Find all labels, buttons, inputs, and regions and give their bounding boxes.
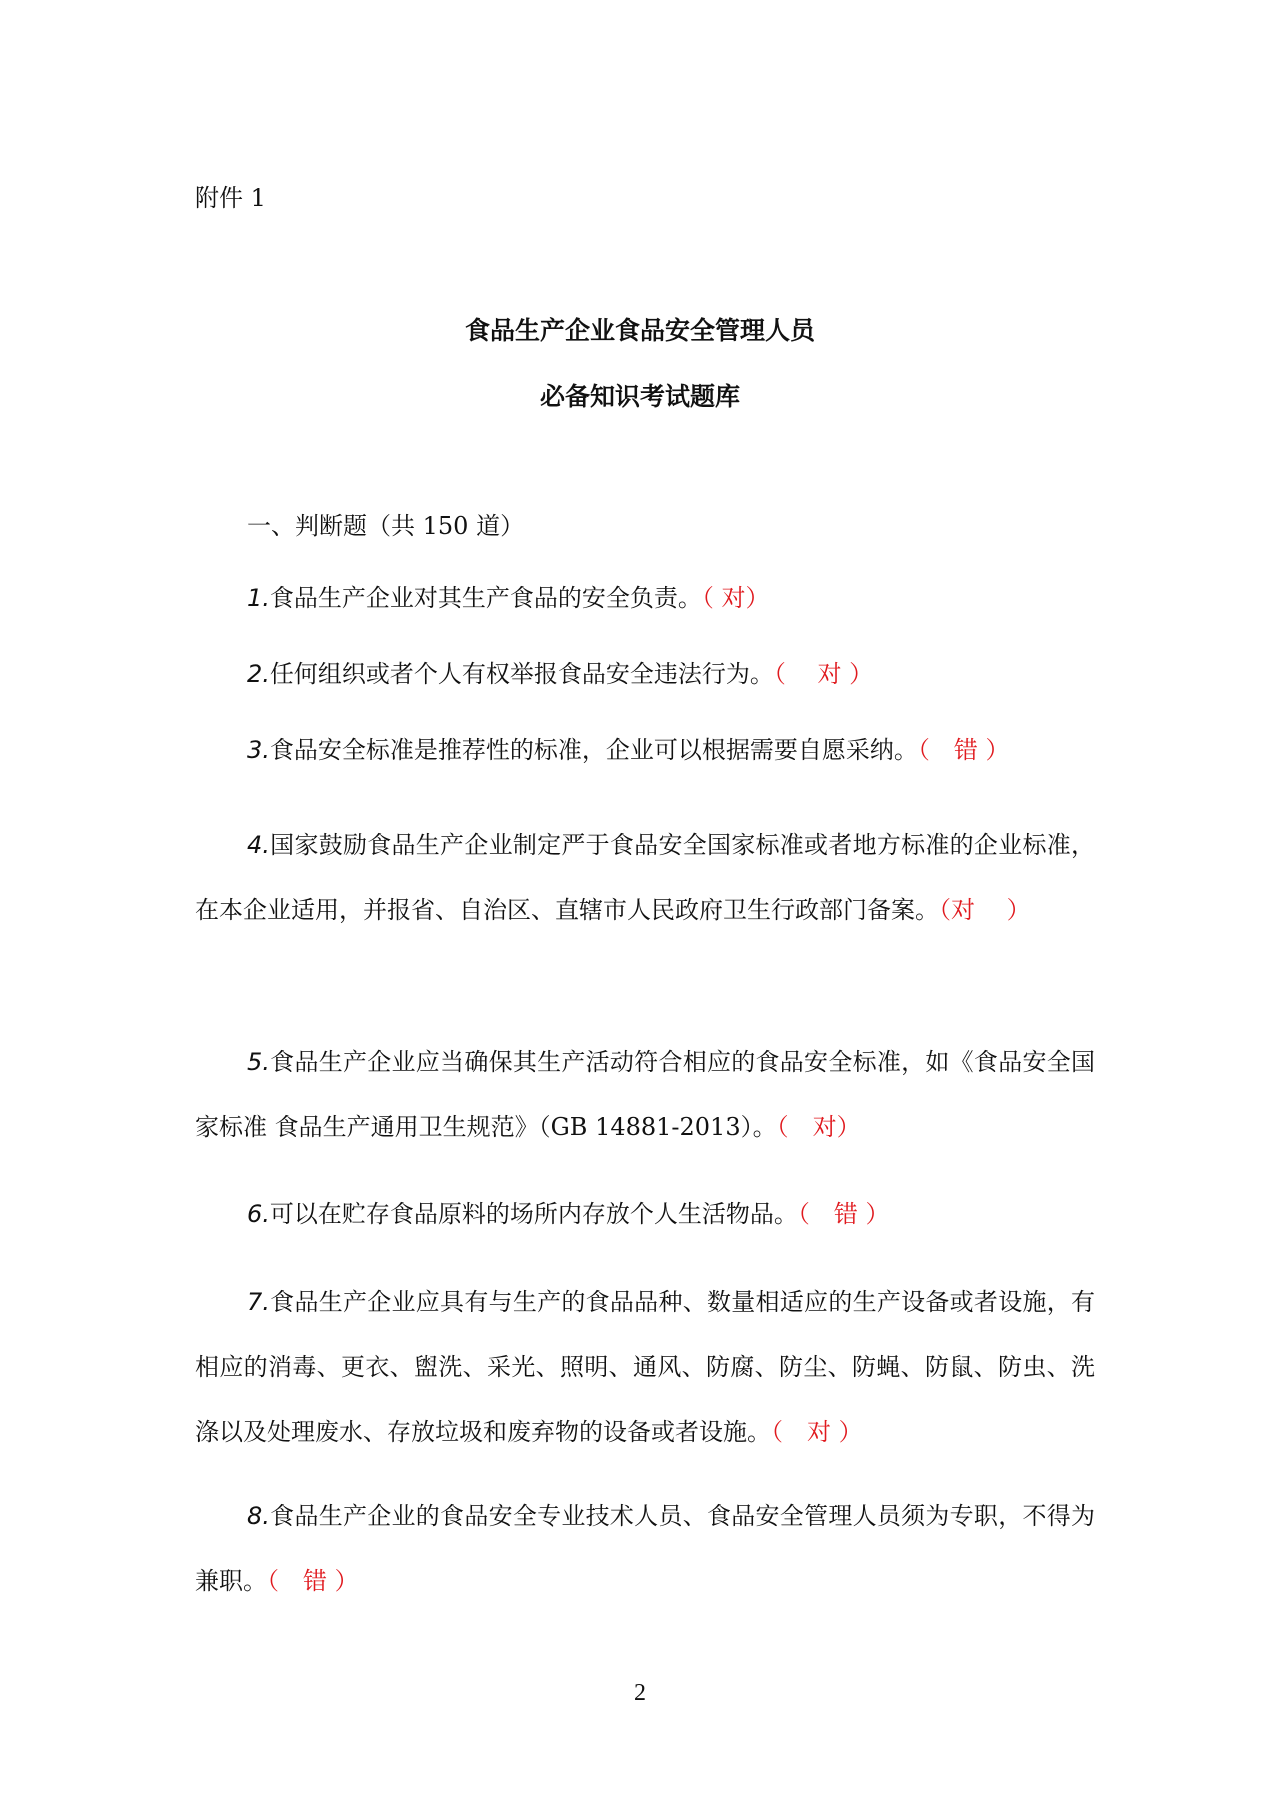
question-number: 3. — [247, 736, 270, 764]
question-item — [195, 1182, 1095, 1247]
question-text: 食品生产企业的食品安全专业技术人员、食品安全管理人员须为专职，不得为兼职。 — [195, 1502, 1095, 1595]
question-item — [195, 813, 1095, 943]
section-heading: 一、判断题（共 150 道） — [247, 512, 525, 540]
answer-mark: （ 错 ） — [267, 1567, 359, 1595]
question-item — [195, 566, 1095, 631]
question-text: 食品生产企业对其生产食品的安全负责。 — [269, 584, 702, 612]
question-number: 1. — [247, 584, 270, 612]
question-number: 6. — [247, 1200, 270, 1228]
question-text: 任何组织或者个人有权举报食品安全违法行为。 — [269, 660, 774, 688]
answer-mark: （ 对） — [701, 584, 770, 612]
question-item — [195, 1270, 1095, 1465]
title-line-2: 必备知识考试题库 — [539, 382, 740, 411]
question-number: 2. — [247, 660, 270, 688]
question-number: 8. — [247, 1502, 270, 1530]
question-item — [195, 1484, 1095, 1614]
answer-mark: （ 错 ） — [917, 736, 1010, 764]
question-item — [195, 642, 1095, 707]
question-text: 食品安全标准是推荐性的标准，企业可以根据需要自愿采纳。 — [269, 736, 918, 764]
answer-mark: （ 错 ） — [797, 1200, 890, 1228]
title-line-1: 食品生产企业食品安全管理人员 — [464, 316, 815, 345]
attachment-label: 附件 1 — [195, 184, 266, 212]
question-text: 可以在贮存食品原料的场所内存放个人生活物品。 — [269, 1200, 798, 1228]
answer-mark: （对 ） — [939, 896, 1031, 924]
answer-mark: （ 对） — [776, 1113, 861, 1141]
question-number: 5. — [247, 1048, 270, 1076]
question-number: 7. — [247, 1288, 270, 1316]
page-number: 2 — [634, 1680, 646, 1706]
answer-mark: （ 对 ） — [771, 1418, 863, 1446]
question-number: 4. — [247, 831, 270, 859]
question-item — [195, 1030, 1095, 1160]
question-text: 食品生产企业应具有与生产的食品品种、数量相适应的生产设备或者设施，有相应的消毒、更衣、盥洗、采光、照明、通风、防腐、防尘、防蝇、防鼠、防虫、洗涤以及处理废水、存放垃圾和废弃物的设备或者设施。 — [195, 1288, 1095, 1446]
answer-mark: （ 对 ） — [773, 660, 874, 688]
question-text: 食品生产企业应当确保其生产活动符合相应的食品安全标准，如《食品安全国家标准 食品生产通用卫生规范》（GB 14881-2013）。 — [195, 1048, 1095, 1141]
question-text: 国家鼓励食品生产企业制定严于食品安全国家标准或者地方标准的企业标准，在本企业适用，并报省、自治区、直辖市人民政府卫生行政部门备案。 — [195, 831, 1095, 924]
question-item — [195, 718, 1095, 783]
